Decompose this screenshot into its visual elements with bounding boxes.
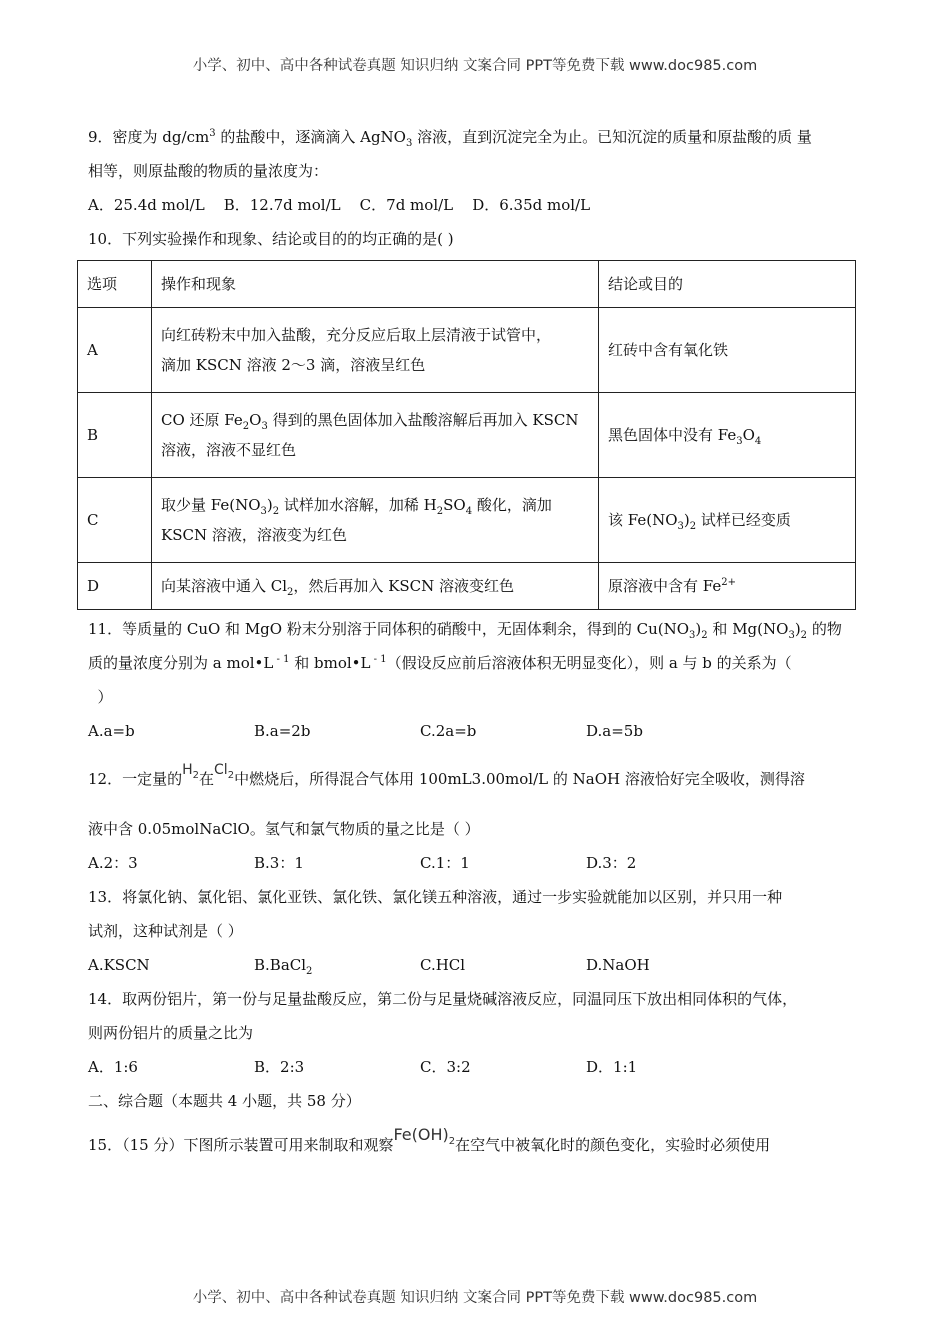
q10-table xyxy=(77,260,856,610)
header-banner: 小学、初中、高中各种试卷真题 知识归纳 文案合同 PPT等免费下载 www.doc985.com xyxy=(192,58,758,74)
cl2-formula: $Cl_2$ xyxy=(214,762,235,781)
option-d: D.NaOH xyxy=(586,956,650,974)
q12-options xyxy=(88,852,864,874)
q11-line2: 质的量浓度分别为 a mol•L $^{- 1}$ 和 bmol•L $^{- 1}$（假设反应前后溶液体积无明显变化），则 a 与 b 的关系为（ xyxy=(88,654,792,672)
option-c: C.HCl xyxy=(420,956,466,974)
option-a: A.2：3 xyxy=(88,854,138,872)
footer-banner: 小学、初中、高中各种试卷真题 知识归纳 文案合同 PPT等免费下载 www.doc985.com xyxy=(192,1290,758,1306)
q15-line1: 15．（15 分）下图所示装置可用来制取和观察$Fe(OH)_2$在空气中被氧化时的颜色变化，实验时必须使用 xyxy=(88,1125,771,1154)
option-a: A．1:6 xyxy=(88,1058,138,1076)
q11-line3: ） xyxy=(88,688,113,706)
option-d: D．1:1 xyxy=(586,1058,638,1076)
header-option: 选项 xyxy=(78,261,152,308)
feoh2-formula: $Fe(OH)_2$ xyxy=(393,1125,456,1148)
row-conclusion: 黑色固体中没有 $Fe_3O_4$ xyxy=(599,393,856,478)
q9-line2: 相等，则原盐酸的物质的量浓度为： xyxy=(88,162,329,180)
q13-line2: 试剂，这种试剂是（ ） xyxy=(88,922,243,940)
q9-options: A．25.4d mol/L B．12.7d mol/L C．7d mol/L D．6.35d mol/L xyxy=(88,196,591,214)
option-b: B.3：1 xyxy=(254,854,304,872)
row-conclusion: 原溶液中含有 $Fe^{2+}$ xyxy=(599,563,856,610)
option-b: B．2:3 xyxy=(254,1058,305,1076)
option-c: C.1：1 xyxy=(420,854,470,872)
table-row xyxy=(78,563,856,610)
option-b: B.a=2b xyxy=(254,722,311,740)
row-key: A xyxy=(78,308,152,393)
header-conclusion: 结论或目的 xyxy=(599,261,856,308)
row-conclusion: 红砖中含有氧化铁 xyxy=(599,308,856,393)
row-operation: 向某溶液中通入 $Cl_2$，然后再加入 KSCN 溶液变红色 xyxy=(152,563,599,610)
row-key: B xyxy=(78,393,152,478)
row-operation: CO 还原 $Fe_2O_3$ 得到的黑色固体加入盐酸溶解后再加入 KSCN 溶液，溶液不显红色 xyxy=(152,393,599,478)
table-row xyxy=(78,308,856,393)
section-title: 二、综合题（本题共 4 小题，共 58 分） xyxy=(88,1092,361,1110)
option-a: A.a=b xyxy=(88,722,135,740)
row-conclusion: 该 $Fe(NO_3)_2$ 试样已经变质 xyxy=(599,478,856,563)
row-key: C xyxy=(78,478,152,563)
option-a: A.KSCN xyxy=(88,956,150,974)
h2-formula: $H_2$ xyxy=(182,762,199,781)
option-c: C．3:2 xyxy=(420,1058,471,1076)
q13-line1: 13．将氯化钠、氯化铝、氯化亚铁、氯化铁、氯化镁五种溶液，通过一步实验就能加以区别，并只用一种 xyxy=(88,888,783,906)
q12-line2: 液中含 0.05molNaClO。氢气和氯气物质的量之比是（ ） xyxy=(88,820,480,838)
option-c: C.2a=b xyxy=(420,722,477,740)
row-operation: 取少量 $Fe(NO_3)_2$ 试样加水溶解，加稀 $H_2SO_4$ 酸化，滴加 KSCN 溶液，溶液变为红色 xyxy=(152,478,599,563)
row-operation: 向红砖粉末中加入盐酸，充分反应后取上层清液于试管中， 滴加 KSCN 溶液 2～3 滴，溶液呈红色 xyxy=(152,308,599,393)
q11-line1: 11．等质量的 CuO 和 MgO 粉末分别溶于同体积的硝酸中，无固体剩余，得到的 $Cu(NO_3)_2$ 和 $Mg(NO_3)_2$ 的物 xyxy=(88,620,842,641)
table-row xyxy=(78,478,856,563)
q12-line1: 12．一定量的$H_2$在$Cl_2$中燃烧后，所得混合气体用 100mL3.00mol/L 的 NaOH 溶液恰好完全吸收，测得溶 xyxy=(88,762,805,788)
q14-line1: 14．取两份铝片，第一份与足量盐酸反应，第二份与足量烧碱溶液反应，同温同压下放出相同体积的气体， xyxy=(88,990,798,1008)
q9-line1: 9．密度为 $dg/cm^3$ 的盐酸中，逐滴滴入 AgNO$_3$ 溶液，直到沉淀完全为止。已知沉淀的质量和原盐酸的质 量 xyxy=(88,128,812,149)
q11-options xyxy=(88,720,864,742)
q14-line2: 则两份铝片的质量之比为 xyxy=(88,1024,254,1042)
table-row xyxy=(78,393,856,478)
option-d: D.a=5b xyxy=(586,722,643,740)
option-b: B.BaCl$_2$ xyxy=(254,956,313,977)
header-operation: 操作和现象 xyxy=(152,261,599,308)
q14-options xyxy=(88,1056,864,1078)
exam-content xyxy=(88,126,864,1156)
q10-stem: 10．下列实验操作和现象、结论或目的的均正确的是( ) xyxy=(88,230,454,248)
row-key: D xyxy=(78,563,152,610)
option-d: D.3：2 xyxy=(586,854,637,872)
q13-options xyxy=(88,954,864,976)
table-header-row xyxy=(78,261,856,308)
